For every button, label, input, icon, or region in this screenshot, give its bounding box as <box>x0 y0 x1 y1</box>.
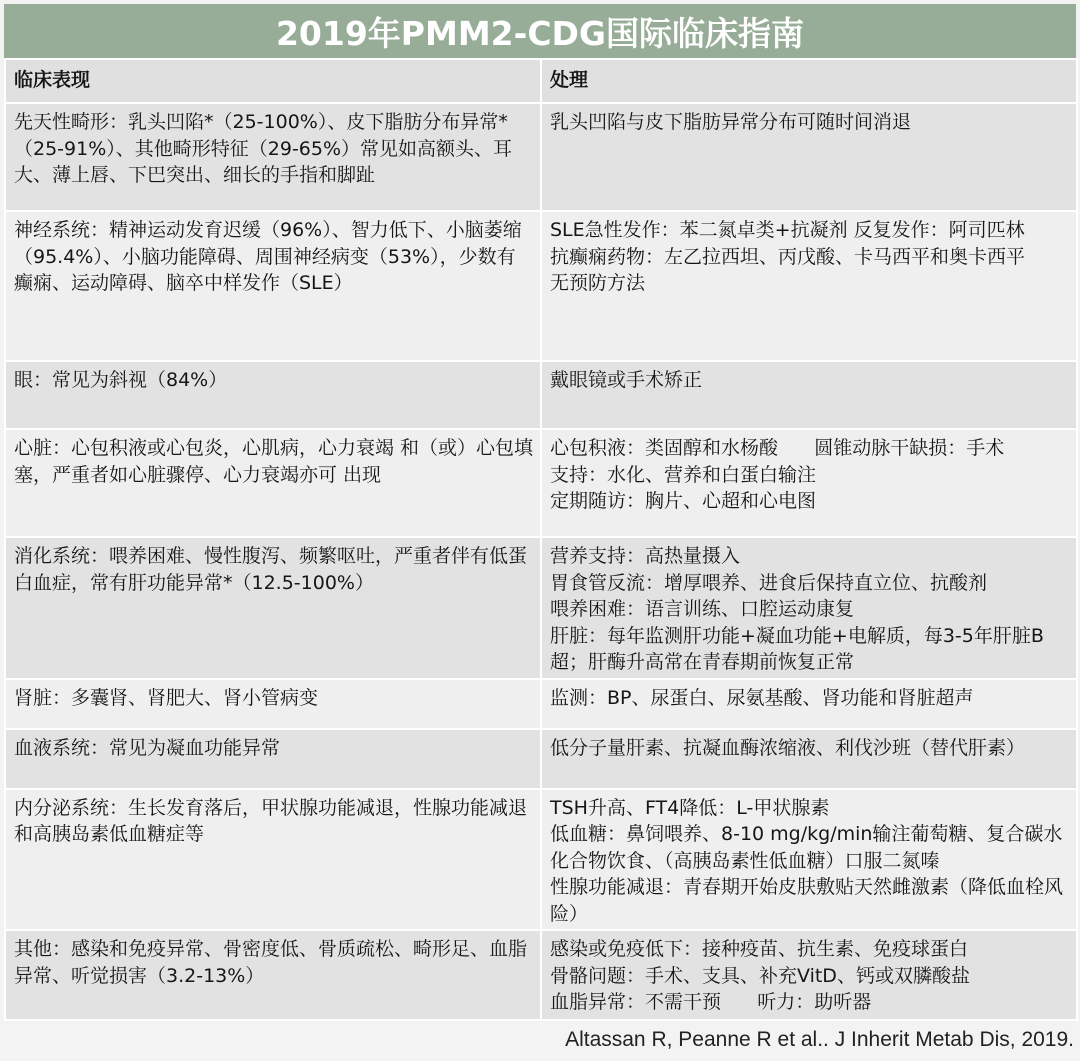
manifestation-line: 眼：常见为斜视（84%） <box>14 369 228 391</box>
treatment-line: 喂养困难：语言训练、口腔运动康复 <box>550 598 855 620</box>
treatment-cell <box>541 729 1077 789</box>
manifestation-line: 消化系统：喂养困难、慢性腹泻、频繁呕吐，严重者伴有低蛋白血症，常有肝功能异常*（12.5-100%） <box>14 545 528 594</box>
citation: Altassan R, Peanne R et al.. J Inherit Metab Dis, 2019. <box>565 1028 1074 1051</box>
guideline-table <box>4 58 1076 1021</box>
manifestation-cell <box>5 729 541 789</box>
page-title: 2019年PMM2-CDG国际临床指南 <box>4 4 1076 58</box>
column-header-treatment: 处理 <box>541 59 1077 103</box>
treatment-line: 营养支持：高热量摄入 <box>550 545 741 567</box>
table-row <box>5 361 1077 429</box>
treatment-line: 心包积液：类固醇和水杨酸 圆锥动脉干缺损：手术 <box>550 437 1005 459</box>
manifestation-line: 先天性畸形：乳头凹陷*（25-100%）、皮下脂肪分布异常*（25-91%）、其他畸形特征（29-65%）常见如高额头、耳大、薄上唇、下巴突出、细长的手指和脚趾 <box>14 111 513 186</box>
treatment-line: 感染或免疫低下：接种疫苗、抗生素、免疫球蛋白 <box>550 938 969 960</box>
table-row <box>5 679 1077 729</box>
table-row <box>5 930 1077 1020</box>
manifestation-cell <box>5 103 541 211</box>
treatment-line: SLE急性发作：苯二氮卓类+抗凝剂 反复发作：阿司匹林 <box>550 219 1025 241</box>
table-row <box>5 103 1077 211</box>
treatment-line: 无预防方法 <box>550 272 646 294</box>
manifestation-line: 内分泌系统：生长发育落后，甲状腺功能减退，性腺功能减退和高胰岛素低血糖症等 <box>14 796 528 845</box>
table-row <box>5 211 1077 361</box>
manifestation-cell <box>5 537 541 679</box>
treatment-cell <box>541 211 1077 361</box>
treatment-line: 性腺功能减退：青春期开始皮肤敷贴天然雌激素（降低血栓风险） <box>550 876 1064 925</box>
manifestation-line: 神经系统：精神运动发育迟缓（96%）、智力低下、小脑萎缩（95.4%）、小脑功能障碍、周围神经病变（53%），少数有癫痫、运动障碍、脑卒中样发作（SLE） <box>14 219 522 294</box>
treatment-cell <box>541 930 1077 1020</box>
treatment-cell <box>541 537 1077 679</box>
column-header-manifestation: 临床表现 <box>5 59 541 103</box>
treatment-cell <box>541 789 1077 931</box>
table-row <box>5 429 1077 537</box>
treatment-cell <box>541 679 1077 729</box>
table-row <box>5 729 1077 789</box>
treatment-line: 骨骼问题：手术、支具、补充VitD、钙或双膦酸盐 <box>550 964 970 987</box>
treatment-cell <box>541 103 1077 211</box>
manifestation-cell <box>5 211 541 361</box>
treatment-cell <box>541 429 1077 537</box>
manifestation-cell <box>5 679 541 729</box>
manifestation-cell <box>5 930 541 1020</box>
manifestation-line: 肾脏：多囊肾、肾肥大、肾小管病变 <box>14 686 319 709</box>
treatment-cell <box>541 361 1077 429</box>
treatment-line: 支持：水化、营养和白蛋白输注 <box>550 463 817 486</box>
table-row <box>5 537 1077 679</box>
manifestation-line: 心脏：心包积液或心包炎，心肌病，心力衰竭 和（或）心包填塞，严重者如心脏骤停、心力衰竭亦可 出现 <box>14 437 534 486</box>
manifestation-cell <box>5 789 541 931</box>
treatment-line: 血脂异常：不需干预 听力：助听器 <box>550 991 872 1013</box>
treatment-line: 肝脏：每年监测肝功能+凝血功能+电解质，每3-5年肝脏B超；肝酶升高常在青春期前恢复正常 <box>550 624 1044 673</box>
manifestation-line: 其他：感染和免疫异常、骨密度低、骨质疏松、畸形足、血脂异常、听觉损害（3.2-13%） <box>14 938 528 987</box>
manifestation-cell <box>5 361 541 429</box>
treatment-line: 定期随访：胸片、心超和心电图 <box>550 490 817 512</box>
treatment-line: 抗癫痫药物：左乙拉西坦、丙戊酸、卡马西平和奥卡西平 <box>550 245 1026 268</box>
manifestation-line: 血液系统：常见为凝血功能异常 <box>14 736 281 759</box>
treatment-line: 低分子量肝素、抗凝血酶浓缩液、利伐沙班（替代肝素） <box>550 736 1026 759</box>
treatment-line: 低血糖：鼻饲喂养、8-10 mg/kg/min输注葡萄糖、复合碳水化合物饮食、（高胰岛素性低血糖）口服二氮嗪 <box>550 823 1063 872</box>
treatment-line: 戴眼镜或手术矫正 <box>550 369 703 391</box>
manifestation-cell <box>5 429 541 537</box>
table-row <box>5 789 1077 931</box>
treatment-line: 乳头凹陷与皮下脂肪异常分布可随时间消退 <box>550 111 912 133</box>
treatment-line: 胃食管反流：增厚喂养、进食后保持直立位、抗酸剂 <box>550 571 988 594</box>
treatment-line: TSH升高、FT4降低：L-甲状腺素 <box>550 796 830 819</box>
treatment-line: 监测：BP、尿蛋白、尿氨基酸、肾功能和肾脏超声 <box>550 686 974 709</box>
